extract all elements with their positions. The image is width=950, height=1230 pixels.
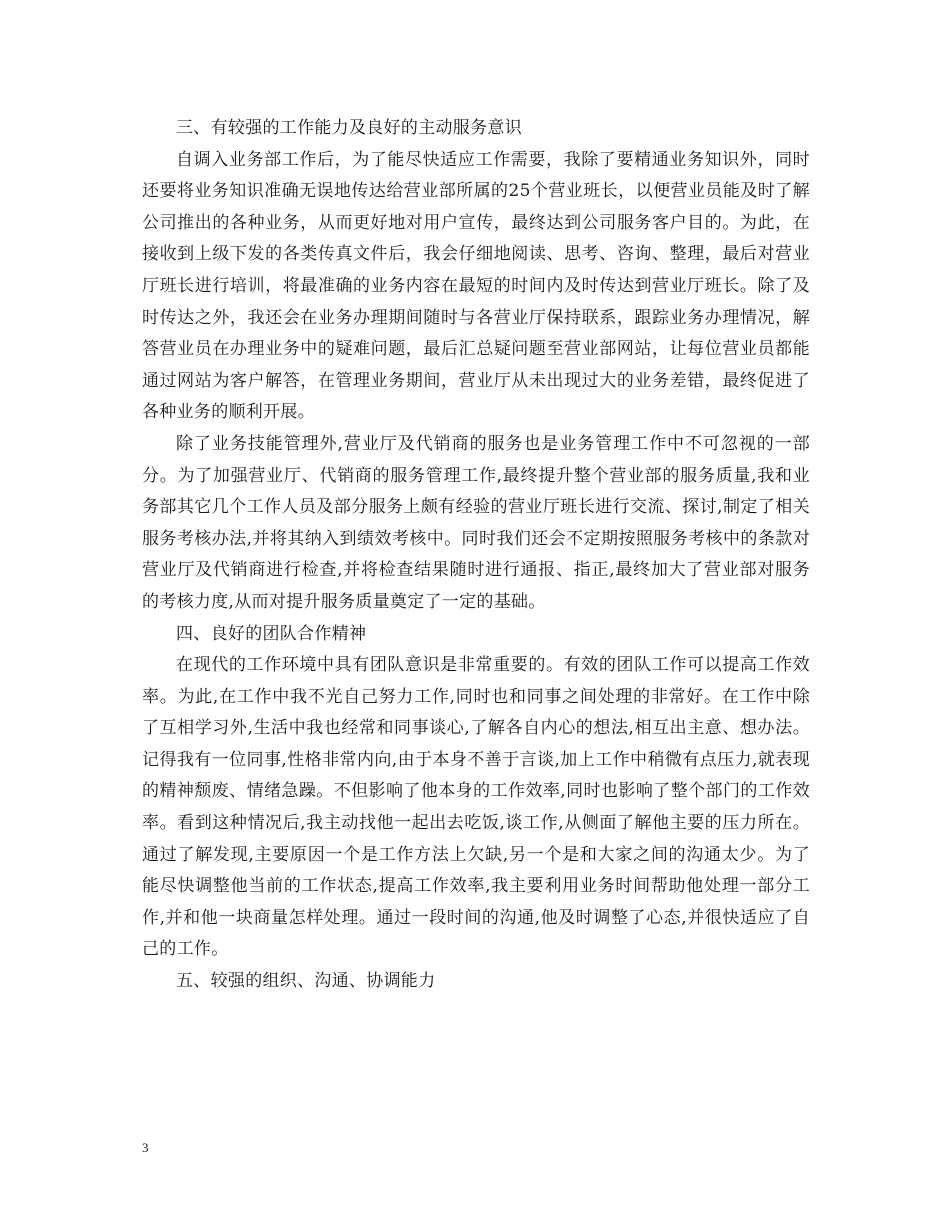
paragraph-3-1: 自调入业务部工作后，为了能尽快适应工作需要，我除了要精通业务知识外，同时还要将业务知识准确无误地传达给营业部所属的25个营业班长，以便营业员能及时了解公司推出的各种业务，从而更好地对用户宣传，最终达到公司服务客户目的。为此，在接收到上级下发的各类传真文件后，我会仔细地阅读、思考、咨询、整理，最后对营业厅班长进行培训，将最准确的业务内容在最短的时间内及时传达到营业厅班长。除了及时传达之外，我还会在业务办理期间随时与各营业厅保持联系，跟踪业务办理情况，解答营业员在办理业务中的疑难问题，最后汇总疑问题至营业部网站，让每位营业员都能通过网站为客户解答，在管理业务期间，营业厅从未出现过大的业务差错，最终促进了各种业务的顺利开展。	[142, 149, 810, 423]
section-heading-3: 三、有较强的工作能力及良好的主动服务意识	[176, 118, 522, 138]
section-heading-4: 四、良好的团队合作精神	[176, 623, 367, 644]
paragraph-4-1: 在现代的工作环境中具有团队意识是非常重要的。有效的团队工作可以提高工作效率。为此,在工作中我不光自己努力工作,同时也和同事之间处理的非常好。在工作中除了互相学习外,生活中我也经常和同事谈心,了解各自内心的想法,相互出主意、想办法。记得我有一位同事,性格非常内向,由于本身不善于言谈,加上工作中稍微有点压力,就表现的精神颓废、情绪急躁。不但影响了他本身的工作效率,同时也影响了整个部门的工作效率。看到这种情况后,我主动找他一起出去吃饭,谈工作,从侧面了解他主要的压力所在。通过了解发现,主要原因一个是工作方法上欠缺,另一个是和大家之间的沟通太少。为了能尽快调整他当前的工作状态,提高工作效率,我主要利用业务时间帮助他处理一部分工作,并和他一块商量怎样处理。通过一段时间的沟通,他及时调整了心态,并很快适应了自己的工作。	[142, 655, 810, 960]
page-number: 3	[142, 1140, 149, 1155]
document-body	[142, 113, 810, 998]
paragraph-3-2: 除了业务技能管理外,营业厅及代销商的服务也是业务管理工作中不可忽视的一部分。为了加强营业厅、代销商的服务管理工作,最终提升整个营业部的服务质量,我和业务部其它几个工作人员及部分服务上颇有经验的营业厅班长进行交流、探讨,制定了相关服务考核办法,并将其纳入到绩效考核中。同时我们还会不定期按照服务考核中的条款对营业厅及代销商进行检查,并将检查结果随时进行通报、指正,最终加大了营业部对服务的考核力度,从而对提升服务质量奠定了一定的基础。	[142, 433, 810, 612]
section-heading-5: 五、较强的组织、沟通、协调能力	[176, 971, 436, 992]
